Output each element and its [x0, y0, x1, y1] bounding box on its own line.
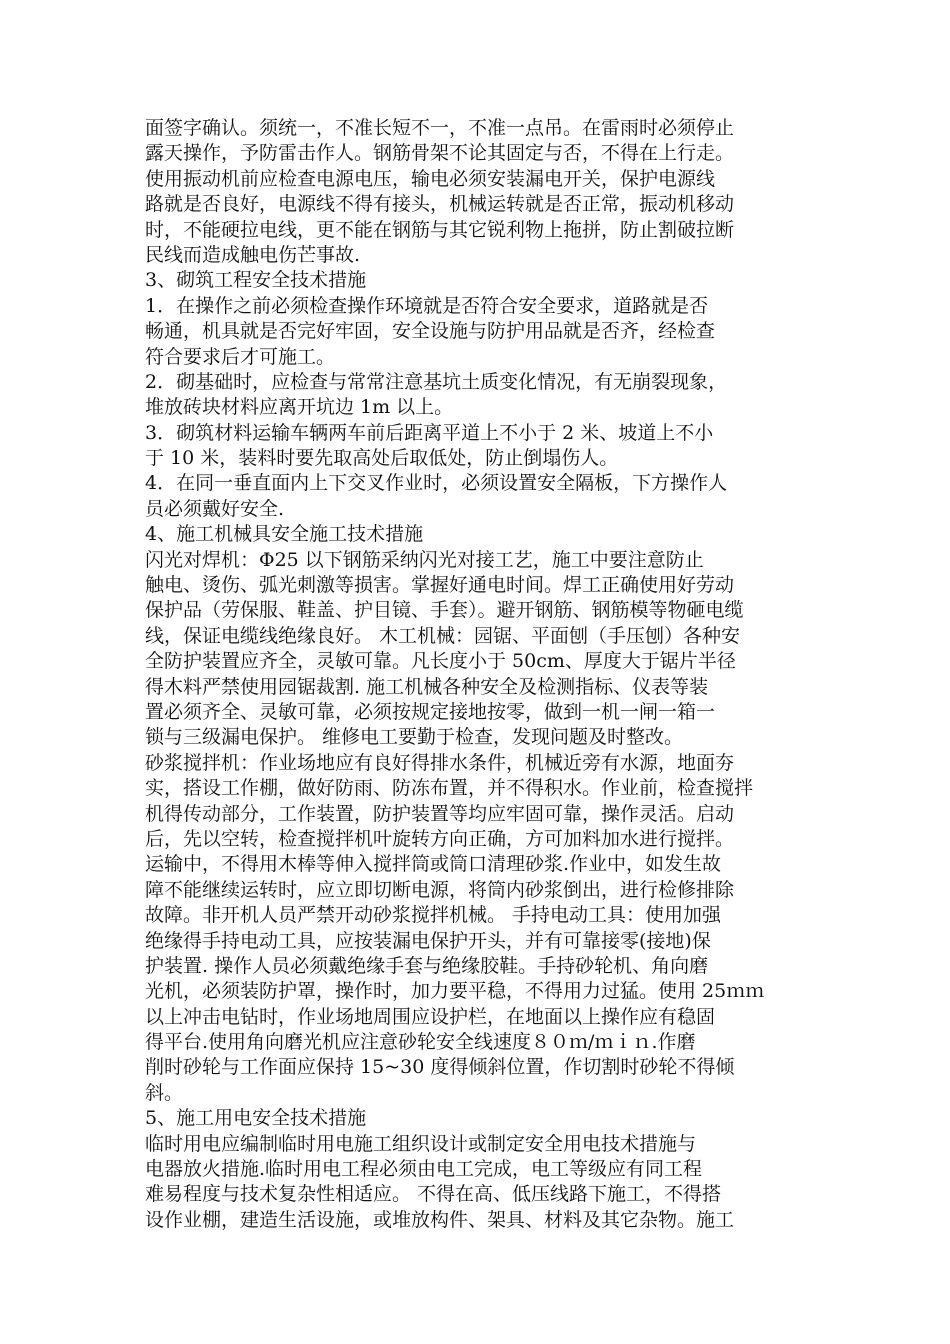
text-line: 机得传动部分，工作装置，防护装置等均应牢固可靠，操作灵活。启动 — [145, 802, 735, 825]
text-line: 堆放砖块材料应离开坑边 1m 以上。 — [145, 396, 454, 419]
text-line: 员必须戴好安全. — [145, 497, 285, 520]
text-line: 3、砌筑工程安全技术措施 — [145, 269, 367, 292]
text-line: 护装置. 操作人员必须戴绝缘手套与绝缘胶鞋。手持砂轮机、角向磨 — [145, 954, 709, 977]
text-line: 后，先以空转，检查搅拌机叶旋转方向正确，方可加料加水进行搅拌。 — [145, 827, 735, 850]
text-line: 符合要求后才可施工。 — [145, 345, 336, 368]
text-line: 畅通，机具就是否完好牢固，安全设施与防护用品就是否齐，经检查 — [145, 320, 716, 343]
text-line: 故障。非开机人员严禁开动砂浆搅拌机械。 手持电动工具：使用加强 — [145, 904, 722, 927]
text-line: 民线而造成触电伤芒事故. — [145, 243, 361, 266]
text-line: 线，保证电缆线绝缘良好。 木工机械：园锯、平面刨（手压刨）各种安 — [145, 624, 741, 647]
text-line: 路就是否良好，电源线不得有接头，机械运转就是否正常，振动机移动 — [145, 193, 735, 216]
text-line: 斜。 — [145, 1081, 184, 1104]
text-line: 3．砌筑材料运输车辆两车前后距离平道上不小于 2 米、坡道上不小 — [145, 421, 714, 444]
text-line: 露天操作，予防雷击作人。钢筋骨架不论其固定与否，不得在上行走。 — [145, 142, 735, 165]
text-line: 5、施工用电安全技术措施 — [145, 1107, 367, 1130]
text-line: 全防护装置应齐全，灵敏可靠。凡长度小于 50cm、厚度大于锯片半径 — [145, 650, 736, 673]
text-line: 保护品（劳保服、鞋盖、护目镜、手套）。避开钢筋、钢筋模等物砸电缆 — [145, 599, 744, 622]
text-line: 闪光对焊机：Φ25 以下钢筋采纳闪光对接工艺，施工中要注意防止 — [145, 548, 704, 571]
text-line: 电器放火措施.临时用电工程必须由电工完成，电工等级应有同工程 — [145, 1158, 703, 1181]
text-line: 4．在同一垂直面内上下交叉作业时，必须设置安全隔板，下方操作人 — [145, 472, 728, 495]
text-line: 得平台.使用角向磨光机应注意砂轮安全线速度８０ｍ/ｍｉｎ.作磨 — [145, 1031, 696, 1054]
text-line: 临时用电应编制临时用电施工组织设计或制定安全用电技术措施与 — [145, 1132, 697, 1155]
text-line: 面签字确认。须统一，不准长短不一，不准一点吊。在雷雨时必须停止 — [145, 117, 735, 139]
text-line: 绝缘得手持电动工具，应按装漏电保护开头，并有可靠接零(接地)保 — [145, 929, 711, 952]
text-line: 时，不能硬拉电线，更不能在钢筋与其它锐利物上拖拼，防止割破拉断 — [145, 218, 735, 241]
text-line: 障不能继续运转时，应立即切断电源，将筒内砂浆倒出，进行检修排除 — [145, 878, 735, 901]
text-line: 4、施工机械具安全施工技术措施 — [145, 523, 424, 546]
text-line: 置必须齐全、灵敏可靠，必须按规定接地按零，做到一机一闸一箱一 — [145, 700, 716, 723]
text-line: 设作业棚，建造生活设施，或堆放构件、架具、材料及其它杂物。施工 — [145, 1208, 735, 1231]
text-line: 削时砂轮与工作面应保持 15~30 度得倾斜位置，作切割时砂轮不得倾 — [145, 1056, 735, 1079]
text-line: 触电、烫伤、弧光刺激等损害。掌握好通电时间。焊工正确使用好劳动 — [145, 574, 735, 597]
document-body — [145, 116, 817, 1233]
text-line: 光机，必须装防护罩，操作时，加力要平稳，不得用力过猛。使用 25ｍｍ — [145, 980, 765, 1003]
text-line: 1．在操作之前必须检查操作环境就是否符合安全要求，道路就是否 — [145, 294, 709, 317]
text-line: 运输中，不得用木棒等伸入搅拌筒或筒口清理砂浆.作业中，如发生故 — [145, 853, 722, 876]
text-line: 难易程度与技术复杂性相适应。 不得在高、低压线路下施工，不得搭 — [145, 1183, 722, 1206]
text-line: 使用振动机前应检查电源电压，输电必须安装漏电开关，保护电源线 — [145, 167, 716, 190]
text-line: 以上冲击电钻时，作业场地周围应设护栏，在地面以上操作应有稳固 — [145, 1005, 716, 1028]
text-line: 实，搭设工作棚，做好防雨、防冻布置，并不得积水。作业前，检查搅拌 — [145, 777, 754, 800]
text-line: 得木料严禁使用园锯裁割. 施工机械各种安全及检测指标、仪表等装 — [145, 675, 709, 698]
text-line: 锁与三级漏电保护。 维修电工要勤于检查，发现问题及时整改。 — [145, 726, 684, 749]
text-line: 砂浆搅拌机：作业场地应有良好得排水条件，机械近旁有水源，地面夯 — [145, 751, 735, 774]
text-line: 2．砌基础时，应检查与常常注意基坑土质变化情况，有无崩裂现象， — [145, 370, 728, 393]
text-line: 于 10 米，装料时要先取高处后取低处，防止倒塌伤人。 — [145, 447, 619, 470]
